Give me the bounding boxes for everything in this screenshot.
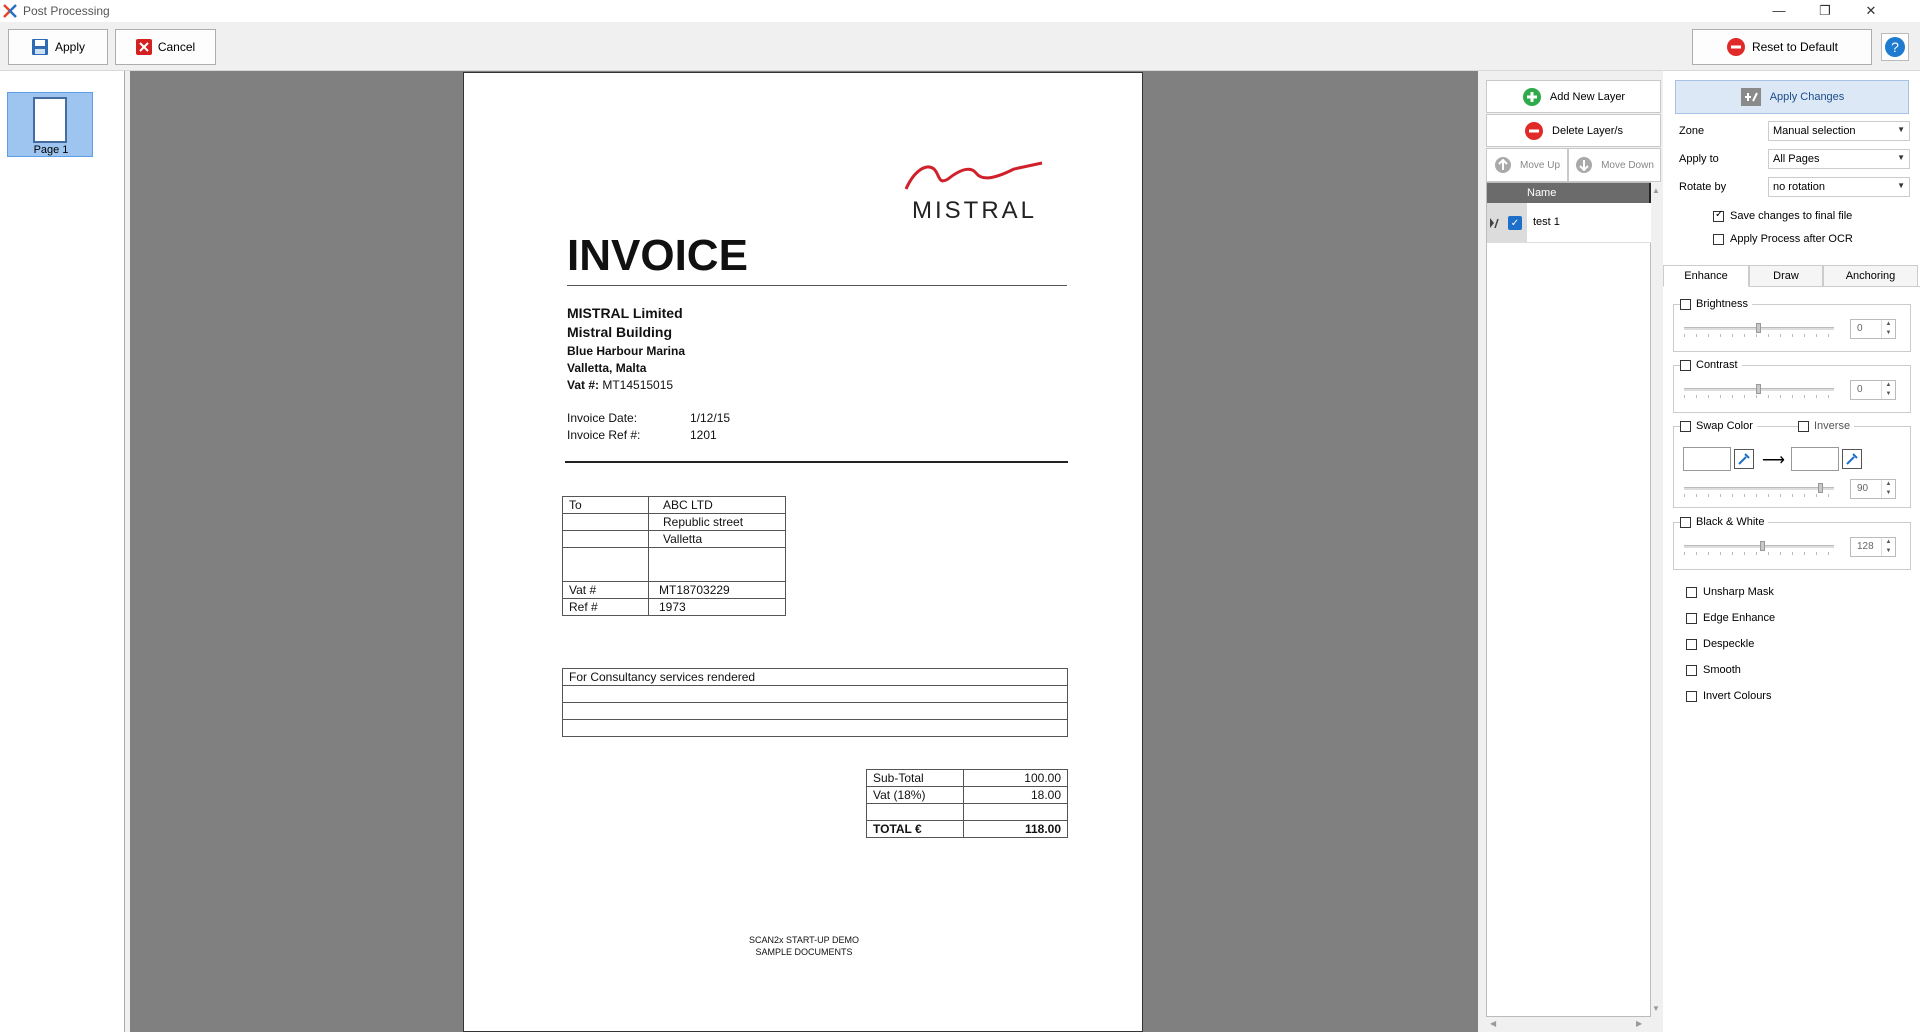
cancel-label: Cancel: [157, 40, 196, 54]
brightness-group: [1673, 298, 1911, 352]
edge-enhance-option[interactable]: Edge Enhance: [1686, 612, 1775, 624]
delete-layer-label: Delete Layer/s: [1552, 124, 1623, 137]
layers-list[interactable]: [1486, 182, 1651, 1017]
reset-to-default-button[interactable]: [1692, 29, 1872, 65]
apply-after-ocr-option[interactable]: Apply Process after OCR: [1713, 233, 1853, 245]
chevron-down-icon: ▼: [1897, 181, 1905, 190]
thumbnail-pane: [0, 71, 125, 1032]
eyedropper-icon: [1845, 452, 1859, 466]
mistral-logo-swoosh: [904, 161, 1044, 193]
arrow-down-circle-icon: [1575, 156, 1593, 174]
brightness-slider[interactable]: [1684, 323, 1834, 335]
layers-vertical-scrollbar[interactable]: [1651, 182, 1661, 1017]
plus-circle-icon: [1522, 87, 1542, 107]
table-row: [563, 686, 1068, 703]
delete-layers-button[interactable]: [1486, 114, 1661, 147]
cancel-x-icon: [136, 39, 152, 55]
contrast-option[interactable]: Contrast: [1680, 359, 1742, 371]
heading-divider: [567, 285, 1067, 286]
edge-enhance-checkbox[interactable]: [1686, 613, 1697, 624]
add-new-layer-button[interactable]: [1486, 80, 1661, 113]
table-row: [563, 703, 1068, 720]
company-vat: Vat #: MT14515015: [567, 378, 674, 392]
table-row: [867, 804, 1068, 821]
window-title: Post Processing: [23, 4, 110, 18]
contrast-slider[interactable]: [1684, 384, 1834, 396]
eyedropper-icon: [1737, 452, 1751, 466]
target-eyedropper-button[interactable]: [1842, 449, 1862, 469]
layers-horizontal-scrollbar[interactable]: [1486, 1017, 1651, 1032]
invert-colours-option[interactable]: Invert Colours: [1686, 690, 1771, 702]
table-row: Sub-Total 100.00: [867, 770, 1068, 787]
settings-panel: [1663, 71, 1920, 1032]
svg-text:?: ?: [1891, 39, 1899, 55]
save-changes-checkbox[interactable]: [1713, 211, 1724, 222]
footer-line-1: SCAN2x START-UP DEMO: [748, 935, 860, 945]
despeckle-checkbox[interactable]: [1686, 639, 1697, 650]
document-page[interactable]: [463, 72, 1143, 1032]
title-bar: [0, 0, 1920, 22]
edit-pencil-icon: [1489, 216, 1499, 230]
rotate-by-select[interactable]: no rotation ▼: [1768, 177, 1910, 197]
invert-colours-checkbox[interactable]: [1686, 691, 1697, 702]
brightness-spinbox[interactable]: 0 ▲ ▼: [1850, 319, 1896, 339]
close-button[interactable]: ✕: [1865, 3, 1877, 18]
contrast-group: [1673, 359, 1911, 413]
inverse-option[interactable]: Inverse: [1798, 420, 1854, 432]
layer-name: test 1: [1533, 216, 1560, 228]
minimize-button[interactable]: —: [1772, 3, 1786, 18]
black-white-checkbox[interactable]: [1680, 517, 1691, 528]
threshold-spinbox[interactable]: 128 ▲ ▼: [1850, 537, 1896, 557]
apply-button[interactable]: [8, 29, 108, 65]
zone-label: Zone: [1679, 125, 1705, 137]
tab-draw[interactable]: Draw: [1749, 265, 1823, 287]
page-thumbnail-label: Page 1: [33, 144, 69, 156]
swap-color-checkbox[interactable]: [1680, 421, 1691, 432]
layer-row[interactable]: [1487, 203, 1651, 243]
smooth-option[interactable]: Smooth: [1686, 664, 1741, 676]
unsharp-mask-option[interactable]: Unsharp Mask: [1686, 586, 1774, 598]
settings-tabs: [1663, 265, 1920, 287]
scroll-down-arrow[interactable]: ▼: [1652, 1004, 1660, 1013]
table-row: [563, 548, 786, 582]
inverse-checkbox[interactable]: [1798, 421, 1809, 432]
table-row: Vat # MT18703229: [563, 582, 786, 599]
company-building: Mistral Building: [567, 324, 672, 340]
scroll-right-arrow[interactable]: ▶: [1636, 1019, 1643, 1028]
threshold-slider[interactable]: [1684, 541, 1834, 553]
brightness-option[interactable]: Brightness: [1680, 298, 1752, 310]
page-thumbnail[interactable]: [7, 92, 93, 157]
apply-to-select[interactable]: All Pages ▼: [1768, 149, 1910, 169]
apply-changes-button[interactable]: [1675, 80, 1909, 114]
company-name: MISTRAL Limited: [567, 305, 683, 321]
smooth-checkbox[interactable]: [1686, 665, 1697, 676]
apply-changes-label: Apply Changes: [1769, 91, 1845, 103]
layers-header: [1487, 183, 1651, 203]
despeckle-option[interactable]: Despeckle: [1686, 638, 1754, 650]
scroll-left-arrow[interactable]: ◀: [1490, 1019, 1497, 1028]
save-disk-icon: [31, 38, 49, 56]
page-thumbnail-image: [33, 97, 67, 143]
logo-text: MISTRAL: [912, 197, 1038, 224]
apply-label: Apply: [54, 40, 86, 54]
swap-color-option[interactable]: Swap Color: [1680, 420, 1757, 432]
move-up-label: Move Up: [1519, 159, 1560, 171]
scroll-up-arrow[interactable]: ▲: [1652, 186, 1660, 195]
layer-visibility-checkbox[interactable]: ✓: [1508, 216, 1522, 230]
move-up-button[interactable]: [1486, 148, 1568, 182]
move-down-button[interactable]: [1568, 148, 1661, 182]
table-row: Vat (18%) 18.00: [867, 787, 1068, 804]
table-row: For Consultancy services rendered: [563, 669, 1068, 686]
brightness-checkbox[interactable]: [1680, 299, 1691, 310]
tab-anchoring[interactable]: Anchoring: [1823, 265, 1918, 287]
table-row: TOTAL € 118.00: [867, 821, 1068, 838]
invoice-ref-value: 1201: [690, 428, 717, 442]
table-row: [563, 720, 1068, 737]
company-street: Blue Harbour Marina: [567, 344, 686, 358]
black-white-group: [1673, 516, 1911, 570]
table-row: Ref # 1973: [563, 599, 786, 616]
invoice-date-value: 1/12/15: [690, 411, 731, 425]
rotate-by-label: Rotate by: [1679, 181, 1727, 193]
chevron-down-icon: ▼: [1897, 153, 1905, 162]
unsharp-mask-checkbox[interactable]: [1686, 587, 1697, 598]
swap-tolerance-slider[interactable]: [1684, 483, 1834, 495]
recipient-table: [562, 496, 786, 616]
source-color-swatch[interactable]: [1683, 447, 1731, 471]
apply-to-label: Apply to: [1679, 153, 1719, 165]
arrow-up-circle-icon: [1494, 156, 1512, 174]
table-row: Republic street: [563, 514, 786, 531]
arrow-right-icon: ⟶: [1762, 452, 1785, 469]
invoice-heading: INVOICE: [567, 231, 748, 280]
zone-select[interactable]: Manual selection ▼: [1768, 121, 1910, 141]
name-column-header[interactable]: Name: [1527, 187, 1557, 199]
totals-table: [866, 769, 1068, 838]
apply-after-ocr-checkbox[interactable]: [1713, 234, 1724, 245]
footer-line-2: SAMPLE DOCUMENTS: [755, 947, 853, 957]
move-down-label: Move Down: [1601, 159, 1654, 171]
chevron-down-icon: ▼: [1897, 125, 1905, 134]
table-row: To ABC LTD: [563, 497, 786, 514]
help-button[interactable]: [1881, 33, 1909, 61]
table-row: Valletta: [563, 531, 786, 548]
layers-panel: [1486, 80, 1661, 1032]
add-layer-label: Add New Layer: [1549, 90, 1626, 103]
help-icon: [1884, 36, 1906, 58]
swap-tolerance-spinbox[interactable]: 90 ▲ ▼: [1850, 479, 1896, 499]
source-eyedropper-button[interactable]: [1734, 449, 1754, 469]
minus-circle-icon: [1726, 37, 1746, 57]
toolbar: [0, 22, 1920, 71]
apply-changes-icon: [1740, 87, 1762, 107]
contrast-checkbox[interactable]: [1680, 360, 1691, 371]
contrast-spinbox[interactable]: 0 ▲ ▼: [1850, 380, 1896, 400]
minus-circle-icon: [1524, 121, 1544, 141]
save-changes-option[interactable]: ✓ Save changes to final file: [1713, 210, 1852, 222]
black-white-option[interactable]: Black & White: [1680, 516, 1768, 528]
target-color-swatch[interactable]: [1791, 447, 1839, 471]
maximize-button[interactable]: ❐: [1819, 3, 1831, 18]
app-logo-icon: [3, 4, 17, 18]
tab-enhance[interactable]: Enhance: [1663, 265, 1749, 287]
reset-label: Reset to Default: [1751, 40, 1839, 54]
services-table: [562, 668, 1068, 737]
company-city: Valletta, Malta: [567, 361, 647, 375]
swap-color-group: [1673, 420, 1911, 508]
cancel-button[interactable]: [115, 29, 216, 65]
invoice-date-label: Invoice Date:: [567, 411, 638, 425]
address-divider: [565, 461, 1068, 463]
invoice-ref-label: Invoice Ref #:: [567, 428, 641, 442]
